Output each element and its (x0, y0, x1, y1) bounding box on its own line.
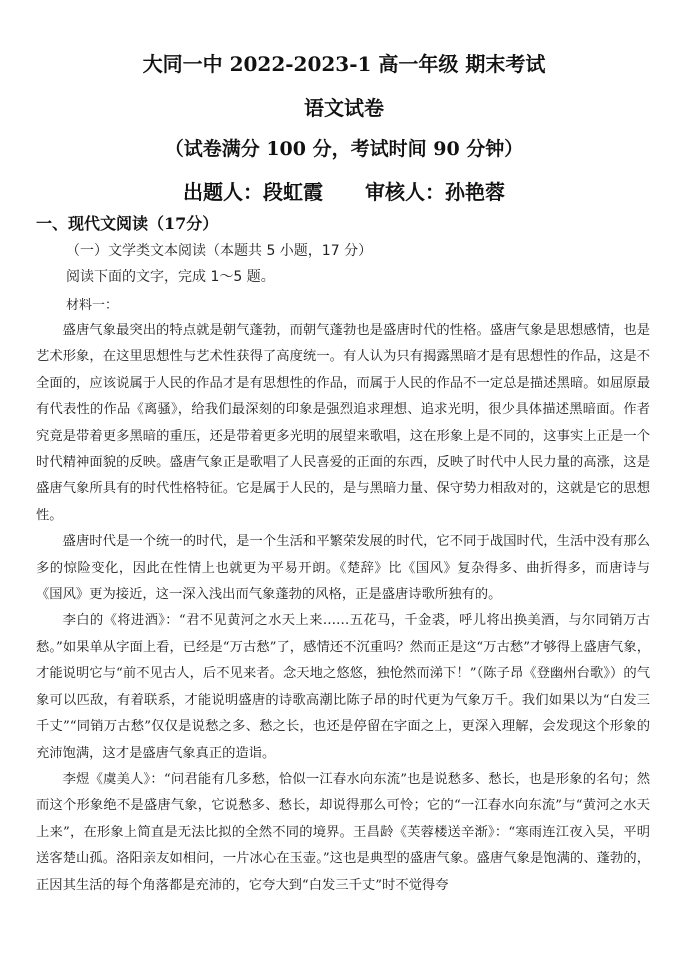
section-heading: 一、现代文阅读（17分） (36, 214, 219, 233)
exam-info: （试卷满分 100 分，考试时间 90 分钟） (164, 138, 524, 160)
authors-line (0, 176, 688, 205)
subsection-heading: （一）文学类文本阅读（本题共 5 小题，17 分） (66, 243, 373, 259)
passage-paragraph: 李煜《虞美人》：“问君能有几多愁，恰似一江春水向东流”也是说愁多、愁长，也是形象的名句；然而这个形象绝不是盛唐气象，它说愁多、愁长，却说得那么可怜；它的“一江春水向东流”与“黄河之水天上来”，在形象上简直是无法比拟的全然不同的境界。王昌龄《芙蓉楼送辛渐》：“寒雨连江夜入吴，平明送客楚山孤。洛阳亲友如相问，一片冰心在玉壶。”这也是典型的盛唐气象。盛唐气象是饱满的、蓬勃的，正因其生活的每个角落都是充沛的，它夸大到“白发三千丈”时不觉得夸 (36, 771, 650, 893)
instruction-text: 阅读下面的文字，完成 1～5 题。 (66, 269, 275, 285)
exam-title: 大同一中 2022-2023-1 高一年级 期末考试 (142, 52, 546, 76)
subject-title: 语文试卷 (304, 96, 384, 120)
passage-paragraph: 李白的《将进酒》：“君不见黄河之水天上来……五花马，千金裘，呼儿将出换美酒，与尔同销万古愁。”如果单从字面上看，已经是“万古愁”了，感情还不沉重吗？然而正是这“万古愁”才够得上盛唐气象，才能说明它与“前不见古人，后不见来者。念天地之悠悠，独怆然而涕下！”（陈子昂《登幽州台歌》）的气象可以匹敌，有着联系，才能说明盛唐的诗歌高潮比陈子昂的时代更为气象万千。我们如果以为“白发三千丈”“同销万古愁”仅仅是说愁之多、愁之长，也还是停留在字面之上，更深入理解，会发现这个形象的充沛饱满，这才是盛唐气象真正的造诣。 (36, 613, 650, 761)
passage-paragraph: 盛唐气象最突出的特点就是朝气蓬勃，而朝气蓬勃也是盛唐时代的性格。盛唐气象是思想感情，也是艺术形象，在这里思想性与艺术性获得了高度统一。有人认为只有揭露黑暗才是有思想性的作品，这是不全面的，应该说属于人民的作品才是有思想性的作品，而属于人民的作品不一定总是描述黑暗。如屈原最有代表性的作品《离骚》，给我们最深刻的印象是强烈追求理想、追求光明，很少具体描述黑暗面。作者究竟是带着更多黑暗的重压，还是带着更多光明的展望来歌唱，这在形象上是不同的，这事实上正是一个时代精神面貌的反映。盛唐气象正是歌唱了人民喜爱的正面的东西，反映了时代中人民力量的高涨，这是盛唐气象所具有的时代性格特征。它是属于人民的，是与黑暗力量、保守势力相敌对的，这就是它的思想性。 (36, 323, 650, 523)
passage-paragraph: 盛唐时代是一个统一的时代，是一个生活和平繁荣发展的时代，它不同于战国时代，生活中没有那么多的惊险变化，因此在性情上也就更为平易开朗。《楚辞》比《国风》复杂得多、曲折得多，而唐诗与《国风》更为接近，这一深入浅出而气象蓬勃的风格，正是盛唐诗歌所独有的。 (36, 534, 650, 603)
reading-passage (36, 318, 650, 899)
reviewer-name: 审核人：孙艳蓉 (365, 180, 505, 204)
setter-name: 出题人：段虹霞 (183, 180, 323, 204)
material-label: 材料一： (66, 298, 119, 313)
